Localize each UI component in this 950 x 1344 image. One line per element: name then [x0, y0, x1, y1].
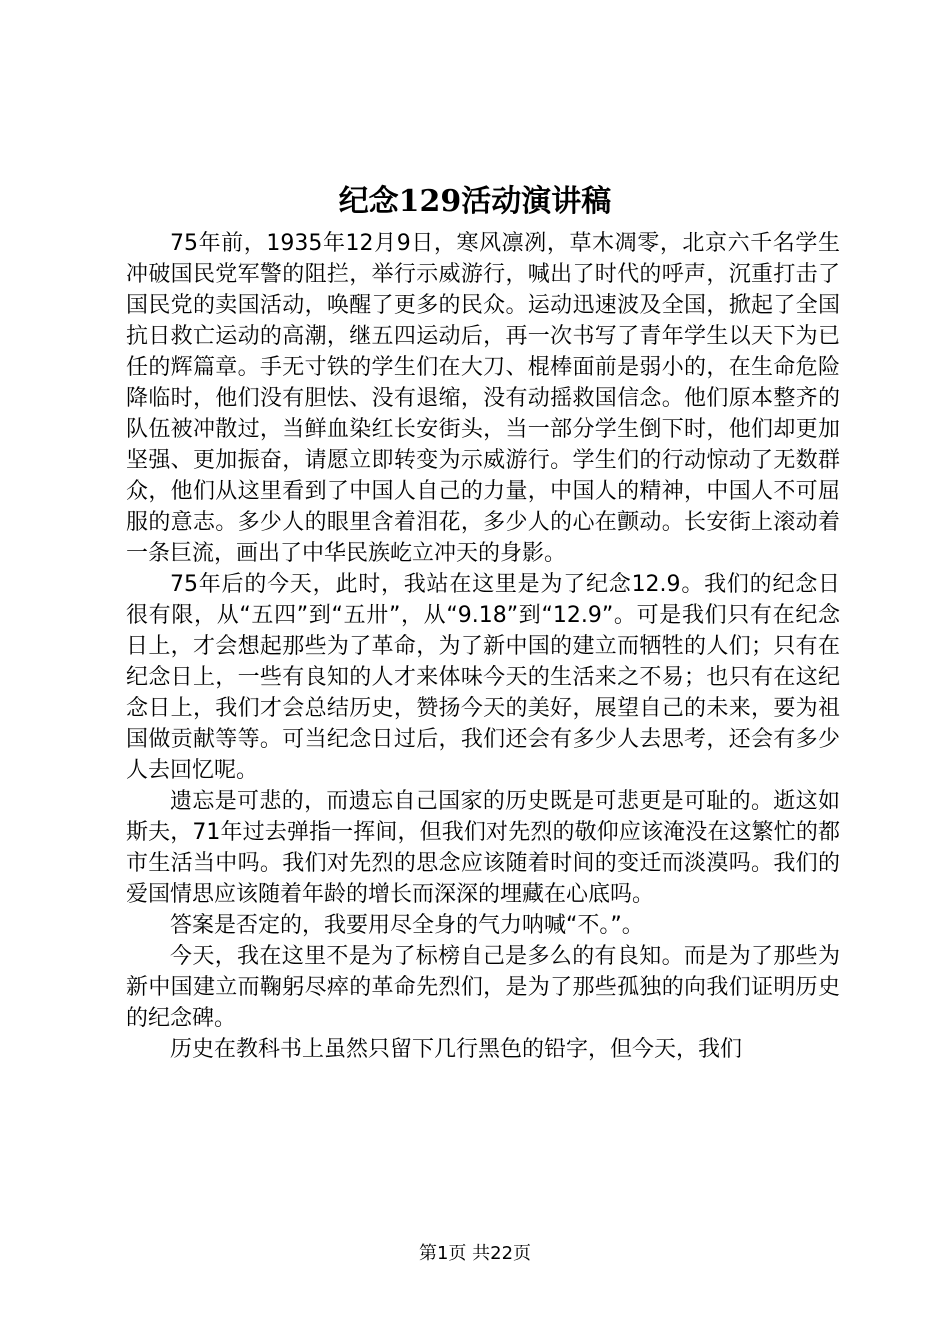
- paragraph: 历史在教科书上虽然只留下几行黑色的铅字，但今天，我们: [170, 1037, 743, 1062]
- paragraph: 75年后的今天，此时，我站在这里是为了纪念12.9。我们的纪念日很有限，从“五四”到“五卅”，从“9.18”到“12.9”。可是我们只有在纪念日上，才会想起那些为了革命，为了新中国的建立而牺牲的人们；只有在纪念日上，一些有良知的人才来体味今天的生活来之不易；也只有在这纪念日上，我们才会总结历史，赞扬今天的美好，展望自己的未来，要为祖国做贡献等等。可当纪念日过后，我们还会有多少人去思考，还会有多少人去回忆呢。: [126, 572, 840, 783]
- body-text: [126, 228, 840, 1065]
- page-footer: 第1页 共22页: [418, 1243, 532, 1264]
- paragraph: 答案是否定的，我要用尽全身的气力呐喊“不。”。: [170, 913, 644, 938]
- paragraph: 今天，我在这里不是为了标榜自己是多么的有良知。而是为了那些为新中国建立而鞠躬尽瘁的革命先烈们，是为了那些孤独的向我们证明历史的纪念碑。: [126, 944, 840, 1031]
- paragraph: 75年前，1935年12月9日，寒风凛冽，草木凋零，北京六千名学生冲破国民党军警的阻拦，举行示威游行，喊出了时代的呼声，沉重打击了国民党的卖国活动，唤醒了更多的民众。运动迅速波及全国，掀起了全国抗日救亡运动的高潮，继五四运动后，再一次书写了青年学生以天下为已任的辉篇章。手无寸铁的学生们在大刀、棍棒面前是弱小的，在生命危险降临时，他们没有胆怯、没有退缩，没有动摇救国信念。他们原本整齐的队伍被冲散过，当鲜血染红长安街头，当一部分学生倒下时，他们却更加坚强、更加振奋，请愿立即转变为示威游行。学生们的行动惊动了无数群众，他们从这里看到了中国人自己的力量，中国人的精神，中国人不可屈服的意志。多少人的眼里含着泪花，多少人的心在颤动。长安街上滚动着一条巨流，画出了中华民族屹立冲天的身影。: [126, 231, 840, 566]
- document-title: 纪念129活动演讲稿: [338, 184, 612, 219]
- paragraph: 遗忘是可悲的，而遗忘自己国家的历史既是可悲更是可耻的。逝这如斯夫，71年过去弹指一挥间，但我们对先烈的敬仰应该淹没在这繁忙的都市生活当中吗。我们对先烈的思念应该随着时间的变迁而淡漠吗。我们的爱国情思应该随着年龄的增长而深深的埋藏在心底吗。: [126, 789, 840, 907]
